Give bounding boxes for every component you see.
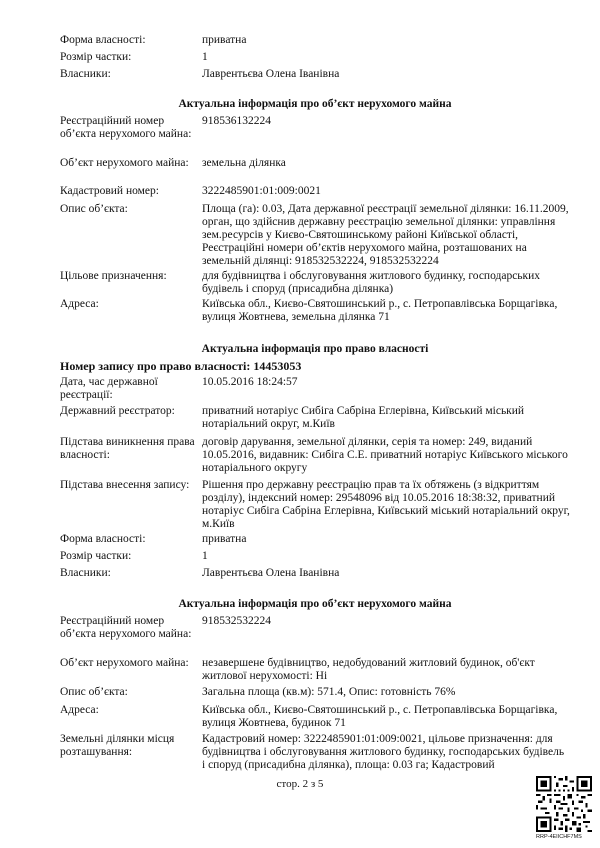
qr-code-label: RRP-4EIICHF7MS (536, 834, 582, 840)
field-value: Київська обл., Києво-Святошинський р., с. Петропавлівська Борщагівка, вулиця Жовтнева, будинок 71 (202, 704, 558, 729)
field-label: Форма власності: (60, 34, 146, 46)
page-number: стор. 2 з 5 (276, 778, 324, 790)
field-value: договір дарування, земельної ділянки, серія та номер: 249, виданий 10.05.2016, видавник: Сибіга С.Е. приватний нотаріус Київського міського нотаріального округу (202, 436, 568, 474)
field-label: Форма власності: (60, 533, 146, 545)
field-label: Кадастровий номер: (60, 185, 159, 197)
field-value: незавершене будівництво, недобудований житловий будинок, об'єкт житлової нерухомості: Ні (202, 657, 535, 682)
field-value: приватна (202, 34, 247, 46)
field-label: Розмір частки: (60, 51, 132, 63)
section-heading-object-1: Актуальна інформація про об’єкт нерухомого майна (178, 98, 452, 110)
field-value: приватна (202, 533, 247, 545)
record-number: Номер запису про право власності: 14453053 (60, 359, 302, 373)
field-label: Розмір частки: (60, 550, 132, 562)
field-label: Опис об’єкта: (60, 686, 128, 698)
field-value: Загальна площа (кв.м): 571.4, Опис: готовність 76% (202, 686, 456, 698)
field-value: 10.05.2016 18:24:57 (202, 376, 298, 388)
field-label: Земельні ділянки місця розташування: (60, 733, 175, 758)
qr-code-icon (536, 776, 592, 832)
field-value: Рішення про державну реєстрацію прав та їх обтяжень (з відкриттям розділу), індексний номер: 29548096 від 10.05.2016 18:38:32, приватний нотаріус Сибіга Сабріна Еглерівна, Київський міський нотаріальний округ, м.Київ (202, 479, 570, 530)
field-label: Адреса: (60, 298, 99, 310)
field-label: Об’єкт нерухомого майна: (60, 657, 189, 669)
field-value: для будівництва і обслуговування житлового будинку, господарських будівель і споруд (присадибна ділянка) (202, 270, 541, 295)
field-value: Київська обл., Києво-Святошинський р., с. Петропавлівська Борщагівка, вулиця Жовтнева, земельна ділянка 71 (202, 298, 558, 323)
field-label: Дата, час державної реєстрації: (60, 376, 158, 401)
field-value: Лаврентьєва Олена Іванівна (202, 68, 340, 80)
section-heading-object-2: Актуальна інформація про об’єкт нерухомого майна (178, 598, 452, 610)
field-label: Власники: (60, 567, 111, 579)
field-label: Підстава внесення запису: (60, 479, 190, 491)
field-value: 1 (202, 550, 208, 562)
section-heading-rights: Актуальна інформація про право власності (201, 343, 429, 355)
field-label: Опис об’єкта: (60, 203, 128, 215)
field-value: 918536132224 (202, 115, 271, 127)
field-label: Об’єкт нерухомого майна: (60, 157, 189, 169)
field-label: Реєстраційний номер об’єкта нерухомого майна: (60, 615, 192, 640)
field-label: Підстава виникнення права власності: (60, 436, 195, 461)
field-value: 1 (202, 51, 208, 63)
field-label: Реєстраційний номер об’єкта нерухомого майна: (60, 115, 192, 140)
field-label: Адреса: (60, 704, 99, 716)
field-value: Лаврентьєва Олена Іванівна (202, 567, 340, 579)
field-value: Кадастровий номер: 3222485901:01:009:0021, цільове призначення: для будівництва і обслуговування житлового будинку, господарських будівель і споруд (присадибна ділянка), площа: 0.03 га; Кадастровий (202, 733, 565, 771)
field-label: Державний реєстратор: (60, 405, 175, 417)
field-label: Цільове призначення: (60, 270, 167, 282)
field-value: земельна ділянка (202, 157, 286, 169)
field-value: 918532532224 (202, 615, 271, 627)
field-value: Площа (га): 0.03, Дата державної реєстрації земельної ділянки: 16.11.2009, орган, що здійснив державну реєстрацію земельної ділянки: управління зем.ресурсів у Києво-Святошинському районі Київської області, Реєстраційні номери об’єктів нерухомого майна, розташованих на земельній ділянці: 918532532224, 918532532224 (202, 203, 569, 267)
field-label: Власники: (60, 68, 111, 80)
field-value: приватний нотаріус Сибіга Сабріна Еглерівна, Київський міський нотаріальний округ, м.Київ (202, 405, 525, 430)
field-value: 3222485901:01:009:0021 (202, 185, 321, 197)
